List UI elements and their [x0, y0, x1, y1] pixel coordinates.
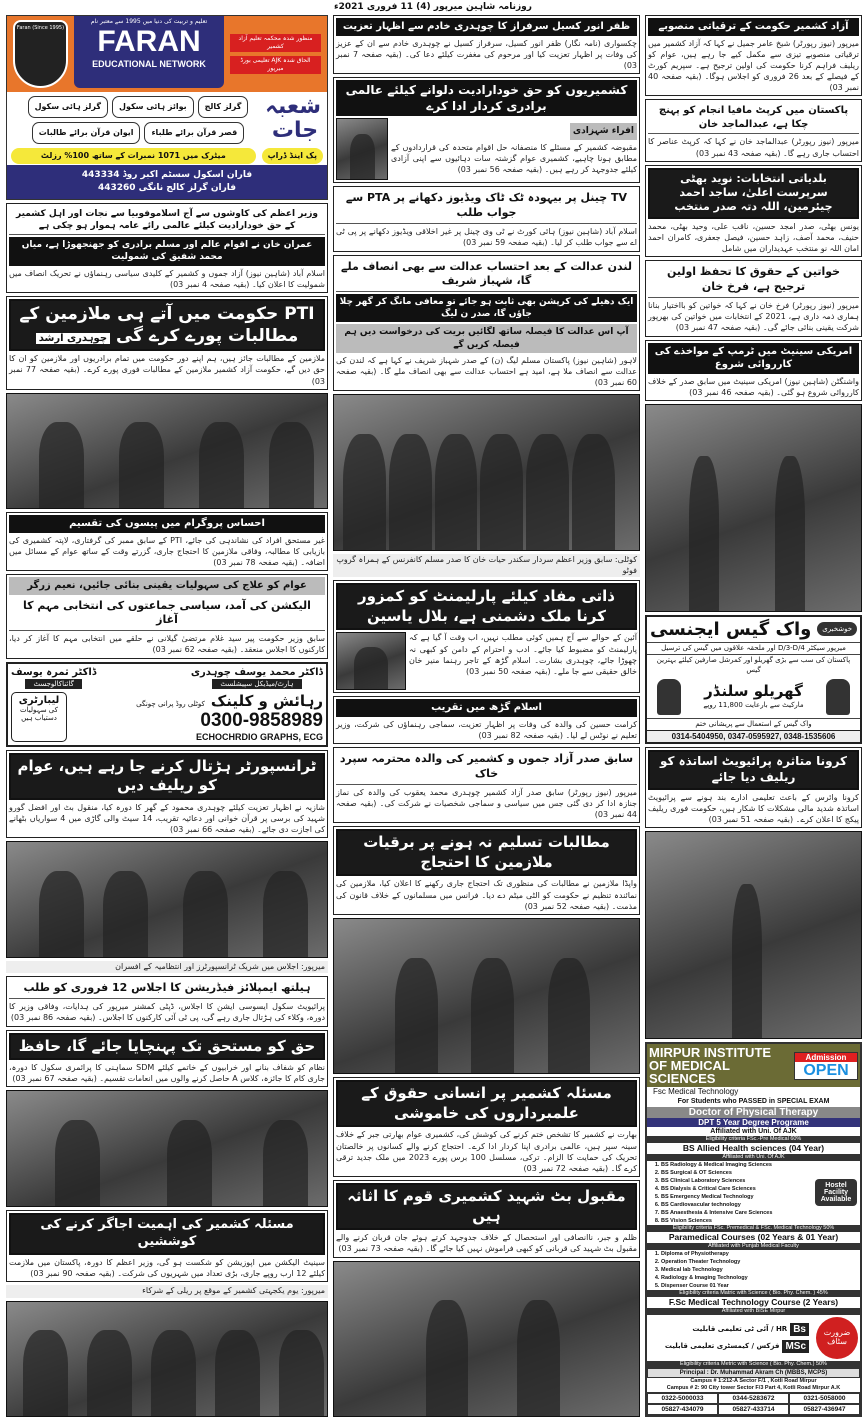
- headline-text: PTI حکومت میں آتے ہی ملازمین کے مطالبات پورے کرے گی: [19, 303, 315, 347]
- article-headline: بلدیاتی انتخابات: نوید بھٹی سرپرست اعلیٰ، ساجد احمد چیئرمین، اللہ دتہ صدر منتخب: [648, 168, 859, 219]
- article-subheadline: آپ اس عدالت کا فیصلہ ساتھ لگائیں بریت کی درخواست دیں ہم فیصلہ کریں گے: [336, 324, 637, 352]
- course-item: 4. Radiology & Imaging Technology: [661, 1274, 860, 1282]
- gas-ad-line: میرپور سیکٹر D/3-D/4 اور ملحقہ علاقوں میں گیس کی ترسیل: [647, 642, 860, 654]
- degree-box: MSc: [782, 1340, 809, 1353]
- article: [333, 255, 640, 392]
- course-item: 3. BS Clinical Laboratory Sciences: [661, 1177, 813, 1185]
- article-headline: خواتین کے حقوق کا تحفظ اولین ترجیح ہے، فرخ خان: [648, 263, 859, 298]
- bs-title: BS Allied Health sciences (04 Year): [682, 1142, 825, 1153]
- faran-logo: Faran (Since 1995): [13, 20, 68, 88]
- article: [645, 99, 862, 161]
- article-body: میرپور (نیوز رپورٹر) شیخ عامر جمیل نے کہا کہ آزاد کشمیر میں ترقیاتی منصوبے تیزی سے مکمل کیے جا رہے ہیں، عوام کو ریلیف فراہم کرنا حکومت کی اولین ترجیح ہے۔ سپریم کورٹ کے فیصلے کے بعد 26 فروری کو اجلاس ہوگا۔ (بقیہ صفحہ 40 نمبر 03): [648, 38, 859, 93]
- hostel-label: Hostel: [825, 1182, 847, 1190]
- doctor-block: [191, 667, 323, 689]
- faran-branch: قصر قرآن برائے طلباء: [144, 122, 244, 144]
- article: [6, 574, 328, 659]
- phone-number: 0322-5000033: [647, 1393, 718, 1404]
- news-photo: [6, 393, 328, 509]
- article: [6, 976, 328, 1026]
- headline-tag: چوہدری ارشد: [36, 333, 110, 344]
- article: [333, 77, 640, 183]
- faran-contact: فاران گرلز کالج نانگی 443260: [97, 183, 237, 193]
- protest-photo: [333, 918, 640, 1074]
- mirpur-institute-ad: [645, 1042, 862, 1417]
- phone-number: 05827-436947: [789, 1404, 860, 1415]
- article: [6, 512, 328, 571]
- article-headline: پاکستان میں کرپٹ مافیا انجام کو پہنچ چکا ہے، عبدالماجد خان: [648, 102, 859, 134]
- article-body: کرامت حسین کی والدہ کی وفات پر اظہار تعزیت، سماجی رہنماؤں کی شرکت، وزیر تعلیم نے نوٹس لے لیا۔ (بقیہ صفحہ 82 نمبر 03): [336, 719, 637, 741]
- article-body: نظام کو شفاف بنانے اور خرابیوں کے خاتمے کیلئے SDM سماہنی کا پرائمری سکول کا دورہ، جاری کام کا جائزہ، کلاس A حاصل کرنے والوں میں انعامات تقسیم۔ (بقیہ صفحہ 67 نمبر 03): [9, 1063, 325, 1084]
- institute-title: MIRPUR INSTITUTE OF MEDICAL SCIENCES: [649, 1045, 772, 1087]
- article-headline: مقبول بٹ شہید کشمیری قوم کا اثاثہ ہیں: [336, 1183, 637, 1230]
- faran-branch: گرلز کالج: [198, 96, 249, 118]
- phone-number: 0344-5283672: [718, 1393, 789, 1404]
- clinic-ad: [6, 662, 328, 747]
- lab-note: کی سہولیات دستیاب ہیں: [20, 705, 58, 722]
- article-headline: حق کو مستحق تک پہنچایا جائے گا، حافظ: [9, 1033, 325, 1061]
- lab-box: [11, 692, 67, 742]
- gas-ad-line: مارکیٹ سے بارعایت 11,800 روپے: [703, 701, 804, 710]
- rally-photo: [6, 1301, 328, 1417]
- article-content: [336, 118, 637, 180]
- course-item: 6. BS Cardiovascular technology: [661, 1201, 813, 1209]
- eligibility: Eligibility criteria FSc.-Pre Medical 60%: [647, 1136, 860, 1143]
- article-body: شازیہ نے اظہار تعزیت کیلئے چوہدری محمود کے گھر کا دورہ کیا، منقول بٹ اور افضل گورو شہید کی برسی پر قرآن خوانی اور دعائیہ تقریب، 14 سیٹ والی گاڑی میں 4 سواریاں بٹھانے کی اجازت دی جائے۔ (بقیہ صفحہ 66 نمبر 03): [9, 802, 326, 835]
- article: [6, 203, 328, 293]
- faran-branch: ایوان قرآن برائے طالبات: [32, 122, 141, 144]
- clinic-name: رہائش و کلینک: [210, 691, 323, 710]
- campus-address: Campus # 1:212-A Sector F/1 , Kotli Road Mirpur: [690, 1377, 817, 1384]
- article-headline: لندن عدالت کے بعد احتساب عدالت سے بھی انصاف ملے گا، شہباز شریف: [336, 258, 637, 293]
- faran-branch: بوائز ہائی سکول: [112, 96, 194, 118]
- campus-address: Campus # 2: 90 City tower Sector F/3 Part 4, Kotli Road Mirpur A.K: [666, 1384, 841, 1391]
- good-news-badge: خوشخبری: [817, 622, 857, 636]
- article: [645, 165, 862, 257]
- article-body: اسلام آباد (شاہین نیوز) ہائی کورٹ نے ٹی وی چینل پر غیر اخلاقی ویڈیوز دکھانے پر پی ٹی اے سے جواب طلب کر لیا۔ (بقیہ صفحہ 59 نمبر 03): [336, 227, 637, 248]
- faran-educational-ad: [6, 15, 328, 200]
- article-headline: [9, 299, 325, 351]
- doctor-name: ڈاکٹر محمد یوسف چوہدری: [190, 666, 323, 678]
- staff-required-badge: ضرورت سٹاف: [816, 1317, 858, 1359]
- faran-ribbon: منظور شدہ محکمہ تعلیم آزاد کشمیر: [230, 34, 321, 52]
- masthead-dateline: روزنامہ شاہین میرپور (4) 11 فروری 2021ء: [334, 2, 532, 12]
- gas-ad-line: پاکستان کی سب سے بڑی گھریلو اور کمرشل صارفین کیلئے بہترین گیس: [647, 654, 860, 676]
- article-headline: احساس پروگرام میں پیسوں کی تقسیم: [9, 515, 325, 533]
- hostel-badge: [815, 1179, 857, 1206]
- eligibility: Eligibility criteria Matric with Science ( Bio. Phy. Chem. ) 45%: [647, 1290, 860, 1297]
- school-visit-photo: [6, 1090, 328, 1206]
- article: [333, 1180, 640, 1257]
- article: [333, 747, 640, 823]
- middle-column: [333, 15, 640, 1417]
- article-body: اسلام آباد (شاہین نیوز) آزاد جموں و کشمیر کے کلیدی سیاسی رہنماؤں نے تحریک انصاف میں شمولیت کا اعلان کیا۔ (بقیہ صفحہ 4 نمبر 03): [9, 268, 325, 289]
- hostel-label: Available: [820, 1196, 852, 1204]
- staff-rows: [649, 1321, 813, 1355]
- doctor-specialty: گائناکالوجسٹ: [25, 679, 81, 689]
- bs-courses-section: [647, 1161, 860, 1225]
- eligibility: Eligibility criteria FSc. Premedical & FSc. Medical Technology 50%: [647, 1225, 860, 1232]
- clinic-line: [73, 692, 323, 710]
- article-headline: TV چینل پر بیہودہ ٹک ٹاک ویڈیوز دکھانے پر PTA سے جواب طلب: [336, 189, 637, 224]
- photo-caption: میرپور: یوم یکجہتی کشمیر کے موقع پر ریلی کے شرکاء: [6, 1285, 328, 1298]
- gas-product-row: [647, 676, 860, 718]
- faran-branches: [11, 96, 265, 146]
- staff-requirement: فزکس / کیمسٹری تعلیمی قابلیت: [664, 1342, 780, 1351]
- doctor-name: ڈاکٹر ثمرہ یوسف: [11, 666, 97, 678]
- portrait-photo: [336, 118, 388, 180]
- clinic-info: [73, 692, 323, 742]
- degree-box: Bs: [790, 1323, 809, 1336]
- course-item: 7. BS Anaesthesia & Intensive Care Sciences: [661, 1209, 813, 1217]
- meeting-photo: [645, 404, 862, 612]
- faran-ribbon: الحاق شدہ AJK تعلیمی بورڈ میرپور: [230, 56, 321, 74]
- article-body: مقبوضہ کشمیر کے مسئلے کا منصفانہ حل اقوام متحدہ کی قراردادوں کے مطابق ہونا چاہیے، کشمیری عوام گزشتہ سات دہائیوں سے اپنی آزادی کیلئے جدوجہد کر رہے ہیں۔ (بقیہ صفحہ 56 نمبر 03): [391, 142, 637, 174]
- article: [6, 1030, 328, 1088]
- article-body: ملازمین کے مطالبات جائز ہیں، ہم اپنے دور حکومت میں تمام برادریوں اور ملازمین کو ان کا حق دیں گے، حکومت آزاد کشمیر ملازمین کے مطالبات فوری پورے کرے۔ (بقیہ صفحہ 77 نمبر 03): [9, 354, 325, 386]
- gas-ad-header: [647, 617, 860, 642]
- article: [645, 340, 862, 401]
- doctor-names: [11, 667, 323, 689]
- news-photo: [333, 1261, 640, 1417]
- article: [645, 260, 862, 336]
- left-column: [6, 15, 328, 1417]
- gas-ad-line: واک گیس کے استعمال سے پریشانی ختم: [647, 718, 860, 730]
- article-content: [336, 632, 637, 690]
- course-item: 2. BS Surgical & OT Sciences: [661, 1169, 813, 1177]
- article: [645, 747, 862, 828]
- clinic-phone: 0300-9858989: [200, 709, 323, 731]
- eligibility: Eligibility criteria Metric with Science ( Bio. Phy. Chem.) 50%: [647, 1361, 860, 1368]
- article: [6, 1210, 328, 1282]
- article-body: سابق وزیر حکومت پیر سید غلام مرتضیٰ گیلانی نے حلقے میں انتخابی مہم کا آغاز کر دیا، کارکنوں کا اجلاس منعقد۔ (بقیہ صفحہ 62 نمبر 03): [9, 634, 325, 655]
- article-headline: مسئلہ کشمیر پر انسانی حقوق کے علمبرداروں کی خاموشی: [336, 1080, 637, 1127]
- paramedical-course-list: [647, 1250, 860, 1290]
- faran-header: [7, 16, 327, 92]
- article-body: میرپور (نیوز رپورٹر) سابق صدر آزاد کشمیر چوہدری محمد یعقوب کی والدہ کی نماز جنازہ ادا کر دی گئی جس میں سیاسی و سماجی شخصیات نے شرکت کی۔ (بقیہ صفحہ 44 نمبر 03): [336, 787, 637, 820]
- staff-requirement: HR / آئی ٹی تعلیمی قابلیت: [692, 1325, 788, 1334]
- dpt-title: Doctor of Physical Therapy: [647, 1107, 860, 1118]
- article-body: میرپور (نیوز رپورٹر) فرخ خان نے کہا کہ خواتین کو بااختیار بنانا ہماری ذمہ داری ہے، 2021 کے انتخابات میں خواتین کی بھرپور شرکت یقینی بنائی جائے گی۔ (بقیہ صفحہ 47 نمبر 03): [648, 300, 859, 333]
- faran-departments-label: شعبہ جات: [265, 94, 321, 143]
- article: [333, 826, 640, 915]
- article-headline: الیکشن کی آمد، سیاسی جماعتوں کی انتخابی مہم کا آغاز: [9, 597, 325, 632]
- article-body: یونس بھٹی، صدر امجد حسین، ناقب علی، وحید بھٹی، محمد حنیف، محمد آصف، زاہد حسین، فیصل جعفری، کامران احمد امان اللہ نو منتخب عہدیداران میں شامل: [648, 221, 859, 254]
- course-item: 5. Dispenser Course 01 Year: [661, 1282, 860, 1290]
- article: [6, 750, 328, 839]
- course-item: 8. BS Vision Sciences: [661, 1217, 813, 1225]
- article: [645, 15, 862, 96]
- article-text: [391, 118, 637, 175]
- article-body: واشنگٹن (شاہین نیوز) امریکی سینیٹ میں سابق صدر کے خلاف کارروائی شروع ہو گئی۔ (بقیہ صفحہ 46 نمبر 03): [648, 376, 859, 397]
- faran-contact: فاران اسکول سسٹم اکبر روڈ 443334: [81, 170, 253, 181]
- group-photo: [333, 394, 640, 550]
- doctor-block: [11, 667, 96, 689]
- gas-phones: 0314-5404950, 0347-0595927, 0348-1535606: [647, 730, 860, 742]
- photo-caption: میرپور: اجلاس میں شریک ٹرانسپورٹرز اور انتظامیہ کے افسران: [6, 961, 328, 974]
- faran-highlights: [11, 148, 323, 164]
- course-item: 1. Diploma of Physiotherapy: [661, 1250, 860, 1258]
- course-item: 2. Operation Theater Technology: [661, 1258, 860, 1266]
- fsc-label: Fsc Medical Technology: [653, 1087, 739, 1097]
- affiliation: Affiliated with BISE Mirpur: [647, 1308, 860, 1315]
- article: [333, 696, 640, 744]
- article-headline: مسئلہ کشمیر کی اہمیت اجاگر کرنے کی کوششیں: [9, 1213, 325, 1255]
- faran-name: FARAN: [97, 25, 201, 58]
- institute-header: [647, 1044, 860, 1087]
- article-headline: اسلام گڑھ میں تقریب: [336, 699, 637, 717]
- article-headline: ہیلتھ ایمپلائز فیڈریشن کا اجلاس 12 فروری کو طلب: [9, 979, 325, 999]
- gas-cylinder-icon: [826, 679, 850, 715]
- article-body: لاہور (شاہین نیوز) پاکستان مسلم لیگ (ن) کے صدر شہباز شریف نے کہا ہے کہ لندن کی عدالت سے انصاف ملا ہے، امید ہے احتساب عدالت سے بھی انصاف ملے گا۔ (بقیہ صفحہ 60 نمبر 03): [336, 355, 637, 388]
- clinic-services: ECHOCHRDIO GRAPHS, ECG: [195, 731, 323, 742]
- special-exam-note: For Students who PASSED in SPECIAL EXAM: [677, 1098, 830, 1106]
- photo-caption: کوٹلی: سابق وزیر اعظم سردار سکندر حیات خان کا صدر مسلم کانفرنس کے ہمراہ گروپ فوٹو: [333, 554, 640, 578]
- article: [333, 580, 640, 693]
- street-photo: [645, 831, 862, 1039]
- clinic-address: کوٹلی روڈ پرانی چونگی: [136, 699, 205, 708]
- article-headline: کرونا متاثرہ پرائیویٹ اساتذہ کو ریلیف دیا جائے: [648, 750, 859, 789]
- portrait-photo: [336, 632, 406, 690]
- article-subheadline: ایک دھیلے کی کرپشن بھی ثابت ہو جائے تو معافی مانگ کر گھر چلا جاؤں گا، صدر ن لیگ: [336, 294, 637, 322]
- article-headline: ظفر انور کسیل سرفراز کا چوہدری خادم سے اظہار تعزیت: [336, 18, 637, 36]
- principal: Principal : Dr. Muhammad Akram Ch (MBBS, MCPS): [647, 1368, 860, 1378]
- bs-course-list: [647, 1161, 813, 1225]
- article-subheadline: عمران خان نے اقوام عالم اور مسلم برادری کو جھنجھوڑا ہے، میاں محمد شفیق کی شمولیت: [9, 237, 325, 265]
- course-item: 3. Medical lab Technology: [661, 1266, 860, 1274]
- paramedical-title: Paramedical Courses (02 Years & 01 Year): [668, 1231, 839, 1242]
- admission-open-badge: [794, 1052, 858, 1080]
- article-body: سینیٹ الیکشن میں اپوزیشن کو شکست ہو گی، وزیر اعظم کا دورہ، پاکستان میں ملازمت کیلئے 12 ارب روپے جاری، بڑی تعداد میں شہریوں کی شرکت۔ (بقیہ صفحہ 90 نمبر 03): [9, 1257, 325, 1278]
- article-headline: آزاد کشمیر حکومت کے ترقیاتی منصوبے: [648, 18, 859, 36]
- article-headline: امریکی سینیٹ میں ٹرمپ کے مواخذے کی کارروائی شروع: [648, 343, 859, 374]
- affiliation: Affiliated with Uni. Of AJK: [710, 1127, 797, 1135]
- article-headline: وزیر اعظم کی کاوشوں سے آج اسلاموفوبیا سے نجات اور اہل کشمیر کے حق خودارادیت کیلئے عالمی رائے عامہ ہموار ہو چکی ہے: [9, 206, 325, 235]
- article-body: میرپور (نیوز رپورٹر) عبدالماجد خان نے کہا کہ کرپٹ عناصر کا احتساب جاری رہے گا۔ (بقیہ صفحہ 43 نمبر 03): [648, 137, 859, 158]
- phone-number: 0321-5058000: [789, 1393, 860, 1404]
- gas-agency-ad: [645, 615, 862, 745]
- faran-tagline: تعلیم و تربیت کی دنیا میں 1995 سے معتبر نام: [90, 18, 208, 25]
- faran-contacts: [7, 165, 327, 199]
- faran-subtitle: EDUCATIONAL NETWORK: [92, 59, 206, 69]
- staff-row: [649, 1338, 813, 1355]
- faran-result: میٹرک میں 1071 نمبرات کے ساتھ 100% رزلٹ: [11, 148, 256, 164]
- gas-agency-name: واک گیس ایجنسی: [649, 618, 812, 640]
- faran-branch: گرلز ہائی سکول: [28, 96, 108, 118]
- faran-brand: [74, 16, 224, 88]
- article: [6, 296, 328, 390]
- article-subheadline: عوام کو علاج کی سہولیات یقینی بنائی جائیں، نعیم زرگر: [9, 577, 325, 595]
- gas-cylinder-icon: [657, 679, 681, 715]
- article-headline: ذاتی مفاد کیلئے پارلیمنٹ کو کمزور کرنا ملک دشمنی ہے، بلال یاسین: [336, 583, 637, 630]
- article-body: ظلم و جبر، ناانصافی اور استحصال کے خلاف جدوجہد کرتے ہوئے جان قربان کرنے والے مقبول بٹ شہید کی قربانی کو کبھی فراموش نہیں کیا جائے گا۔ (بقیہ صفحہ 73 نمبر 03): [336, 1233, 637, 1254]
- article-headline: کشمیریوں کو حق خودارادیت دلوانے کیلئے عالمی برادری کردار ادا کرے: [336, 80, 637, 116]
- article-body: آئین کے حوالے سے آج ہمیں کوئی مطلب نہیں، اب وقت آ گیا ہے کہ پارلیمنٹ کو مضبوط کیا جائے۔ ادب و احترام کے دامن کو کبھی نہ چھوڑا جائے، چوہدری بشارت۔ اسلام گڑھ کے تاجر رہنما منیر خان خالق حقیقی سے جا ملے۔ (بقیہ صفحہ 50 نمبر 03): [409, 633, 637, 676]
- phone-number: 05827-433714: [718, 1404, 789, 1415]
- faran-pick-drop: پک اینڈ ڈراپ: [262, 148, 323, 164]
- right-column: [645, 15, 862, 1417]
- article-body: بھارت نے کشمیر کا تشخص ختم کرنے کی کوشش کی، کشمیری عوام بھارتی جبر کے خلاف سینہ سپر ہیں، عالمی برادری اپنا کردار ادا کرے۔ احتجاج کرنے والے کسانوں پر خالصتان تحریک کی حمایت کا الزام۔ ترکی، مسلسل 100 برس پورے 2023 میں ملک جدید ترقی کرے گا۔ (بقیہ صفحہ 72 نمبر 03): [336, 1130, 637, 1173]
- article-body: پرائیویٹ سکول ایسوسی ایشن کا اجلاس، ڈپٹی کمشنر میرپور کی ہدایات، وفاقی وزیر کا دورہ، وکلاء کی ہڑتال جاری رہے گی، پی ٹی آئی کارکنوں کا اجلاس۔ (بقیہ صفحہ 86 نمبر 03): [9, 1002, 325, 1023]
- clinic-details: [11, 692, 323, 742]
- admission-label: Admission: [795, 1053, 857, 1062]
- hostel-label: Facility: [823, 1189, 849, 1197]
- open-label: OPEN: [803, 1061, 849, 1079]
- course-item: 5. BS Emergency Medical Technology: [661, 1193, 813, 1201]
- article-headline: ٹرانسپورٹر ہڑتال کرنے جا رہے ہیں، عوام کو ریلیف دیں: [9, 753, 325, 800]
- dpt-subtitle: DPT 5 Year Degree Programe: [647, 1118, 860, 1127]
- course-item: 1. BS Radiology & Medical Imaging Sciences: [661, 1161, 813, 1169]
- article: [333, 186, 640, 251]
- name-tag: افراء شہزادی: [570, 123, 637, 139]
- lab-label: لیبارٹری: [18, 694, 60, 706]
- article-body: واپڈا ملازمین نے مطالبات کی منظوری تک احتجاج جاری رکھنے کا اعلان کیا، ملازمین کی نمائندہ تنظیم نے حکومت کو الٹی میٹم دے دیا۔ فرانس میں مسلمانوں کے خلاف قانون کی مذمت۔ (بقیہ صفحہ 52 نمبر 03): [336, 879, 637, 911]
- affiliation: Affiliated with Punjab Medical Faculty: [647, 1243, 860, 1250]
- article-body: غیر مستحق افراد کی نشاندہی کی جائے، PTI کے سابق ممبر کی گرفتاری، لاپتہ کشمیری کی بازیابی کا مطالبہ، وفاقی ملازمین کا احتجاج جاری، گزرتے وقت کے ساتھ عوام کے مسائل میں اضافہ۔ (بقیہ صفحہ 78 نمبر 03): [9, 535, 325, 567]
- faran-ribbons: [230, 20, 321, 88]
- gas-product: گھریلو سلنڈر: [704, 682, 803, 701]
- staff-required-section: [647, 1315, 860, 1361]
- article-headline: سابق صدر آزاد جموں و کشمیر کی والدہ محترمہ سپرد خاک: [336, 750, 637, 785]
- affiliation: Affiliated with Uni. Of AJK: [647, 1154, 860, 1161]
- course-item: 4. BS Dialysis & Critical Care Sciences: [661, 1185, 813, 1193]
- article-headline: مطالبات تسلیم نہ ہونے پر برقیات ملازمین کا احتجاج: [336, 829, 637, 876]
- staff-row: [649, 1321, 813, 1338]
- gas-product-info: [701, 682, 805, 711]
- article-body: کرونا وائرس کے باعث تعلیمی ادارے بند ہونے سے پرائیویٹ اساتذہ شدید مالی مشکلات کا شکار ہیں، حکومت فوری ریلیف پیکج کا اعلان کرے۔ (بقیہ صفحہ 51 نمبر 03): [648, 792, 859, 825]
- doctor-specialty: ہارٹ/میڈیکل سپیشلسٹ: [212, 679, 301, 689]
- article: [333, 1077, 640, 1177]
- article: [333, 15, 640, 74]
- article-body: چکسواری (نامہ نگار) ظفر انور کسیل، سرفراز کسیل نے چوہدری خادم سے ان کے عزیز کی وفات پر اظہار تعزیت کیا اور مرحوم کی مغفرت کیلئے دعا کی۔ (بقیہ صفحہ 7 نمبر 03): [336, 38, 637, 70]
- phone-number: 05827-434079: [647, 1404, 718, 1415]
- meeting-photo: [6, 841, 328, 957]
- fsc-course-title: F.Sc Medical Technology Course (2 Years): [668, 1296, 839, 1307]
- institute-phones: [647, 1392, 860, 1415]
